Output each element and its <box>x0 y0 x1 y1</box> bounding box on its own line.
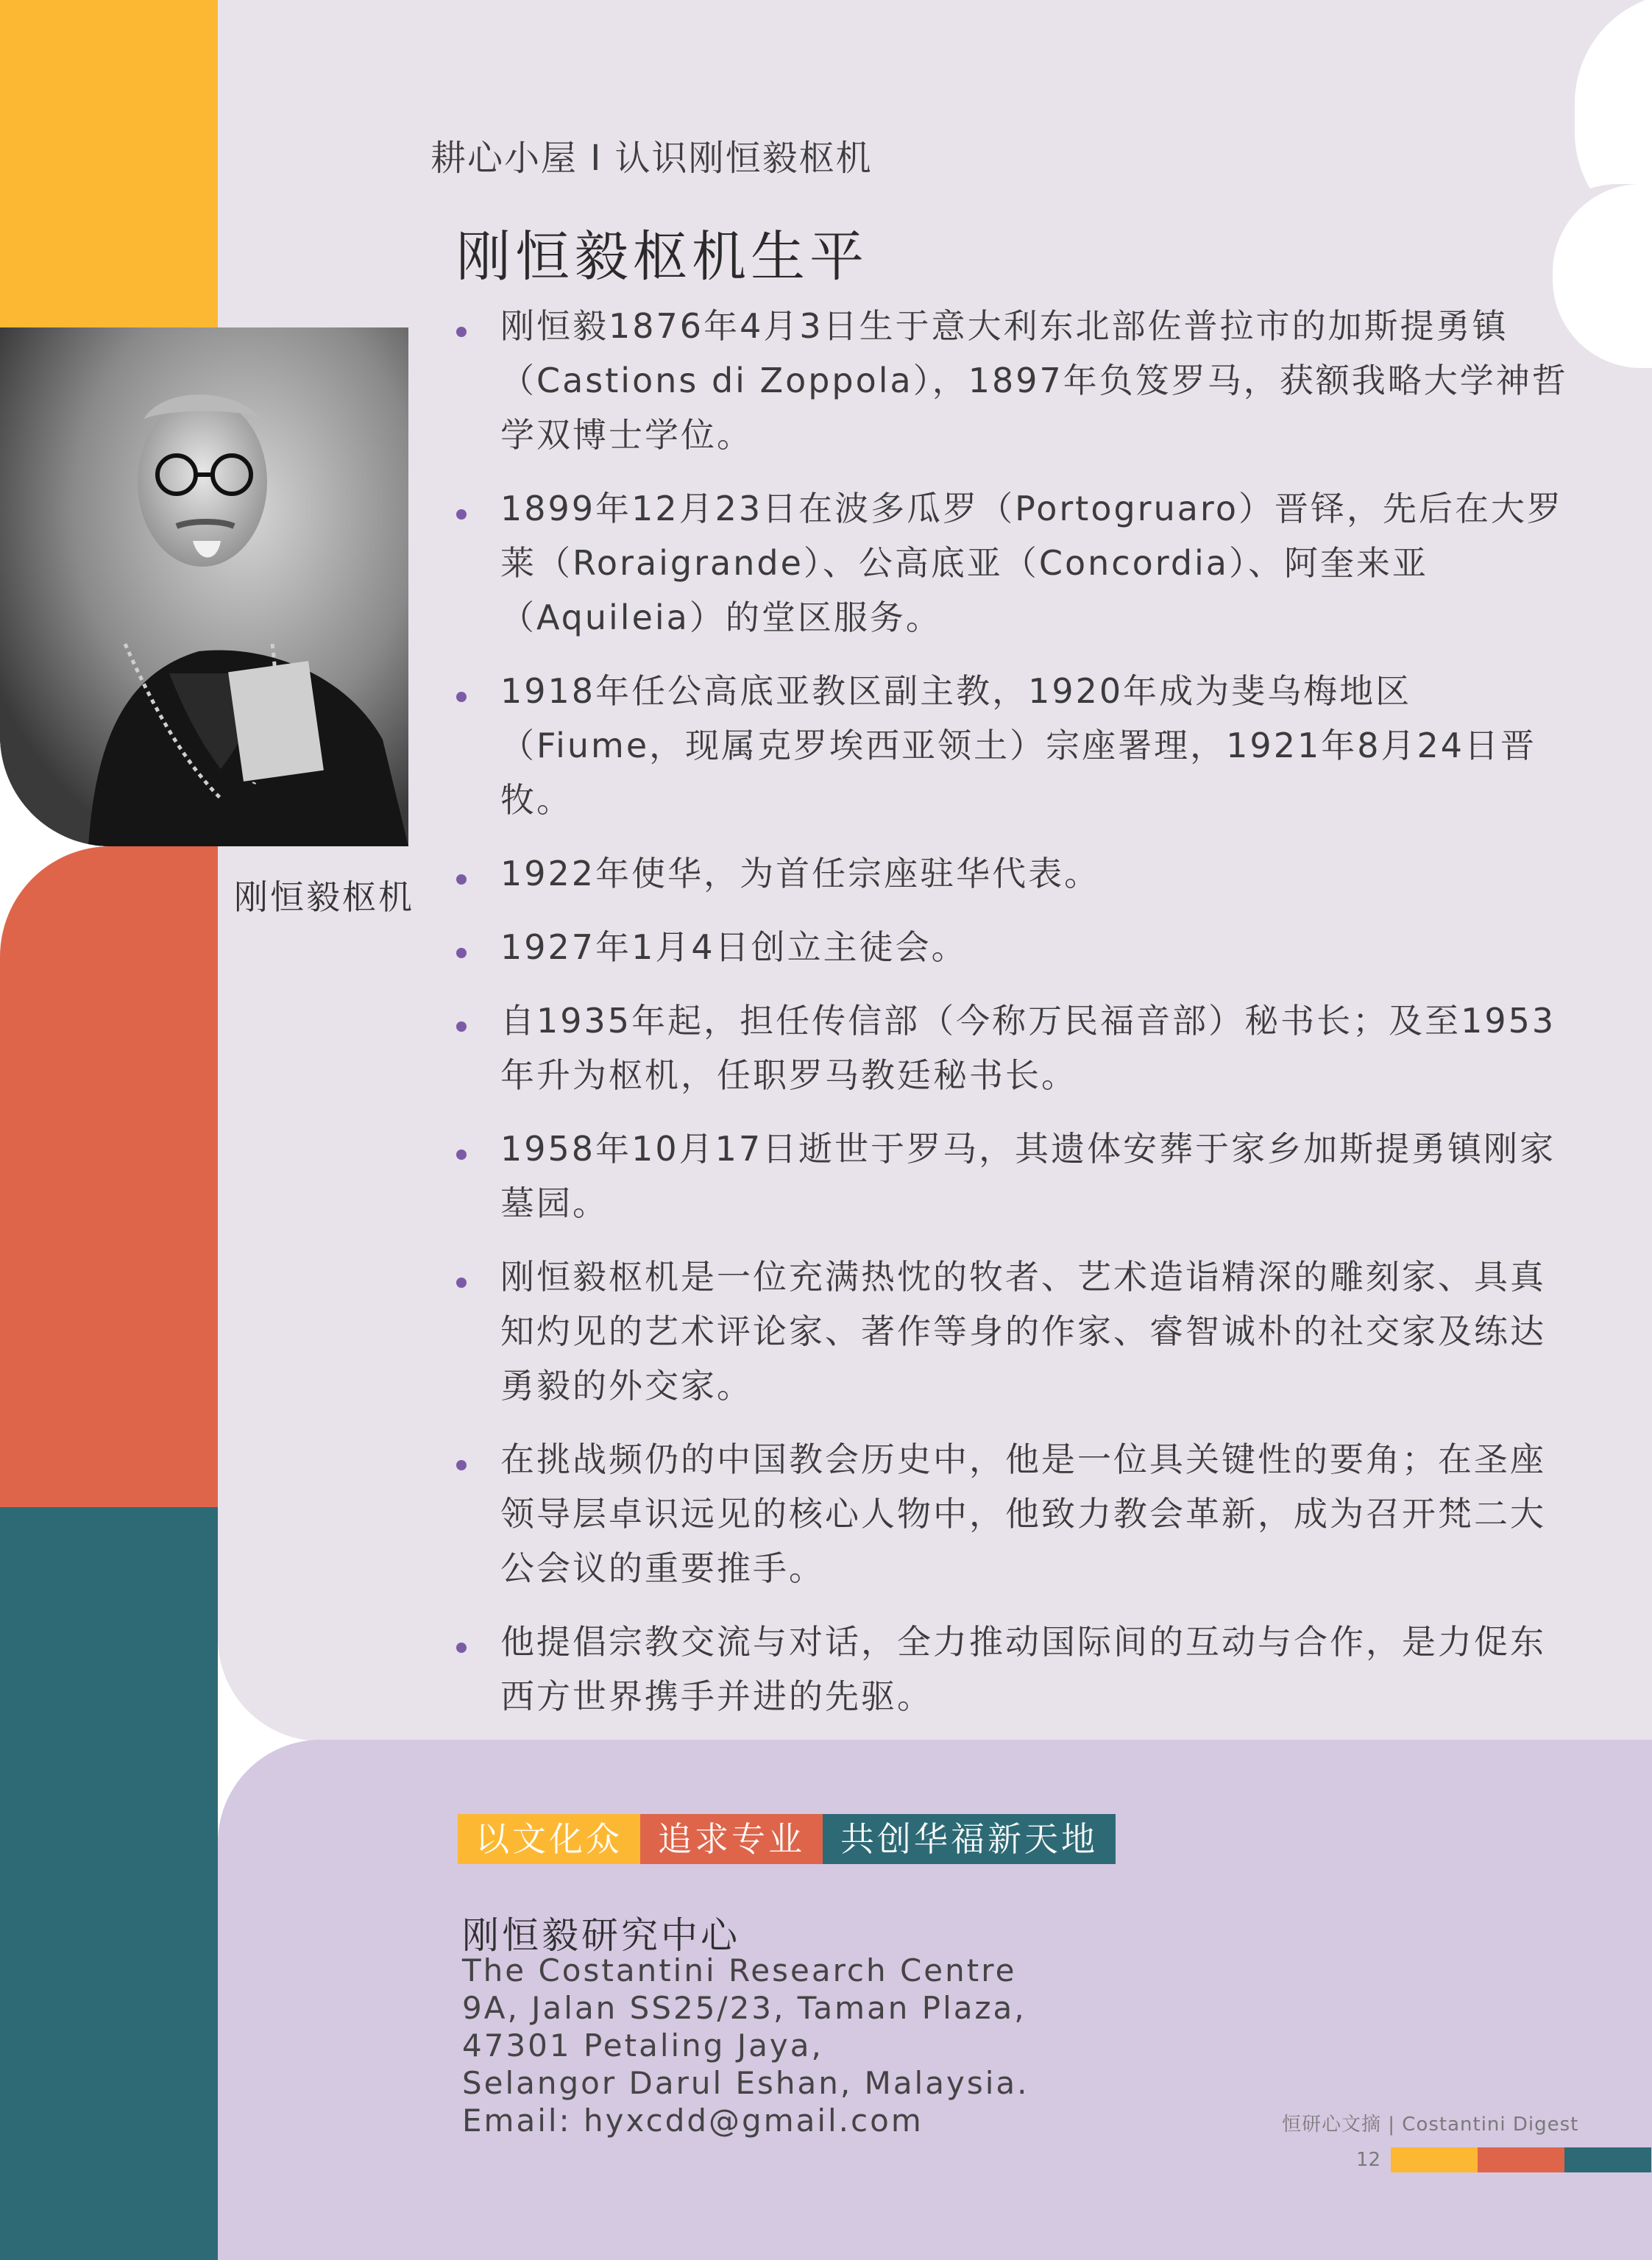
color-bar-teal <box>1564 2147 1651 2172</box>
publication-title: 恒研心文摘 | Costantini Digest <box>1282 2114 1579 2136</box>
list-item: 1958年10月17日逝世于罗马，其遗体安葬于家乡加斯提勇镇刚家墓园。 <box>456 1122 1575 1230</box>
list-item: 1922年使华，为首任宗座驻华代表。 <box>456 846 1575 901</box>
color-bar-yellow <box>1391 2147 1478 2172</box>
list-item: 1899年12月23日在波多瓜罗（Portogruaro）晋铎，先后在大罗莱（Roraigrande）、公高底亚（Concordia）、阿奎来亚（Aquileia）的堂区服务。 <box>456 481 1575 645</box>
photo-caption: 刚恒毅枢机 <box>234 877 414 917</box>
page-title: 刚恒毅枢机生平 <box>456 225 868 288</box>
slogan-segment: 追求专业 <box>640 1814 823 1864</box>
decor-teal-block <box>0 1507 218 2260</box>
list-item: 1927年1月4日创立主徒会。 <box>456 920 1575 974</box>
address-line: Selangor Darul Eshan, Malaysia. <box>462 2065 1029 2101</box>
email-text: Email: hyxcdd@gmail.com <box>462 2103 924 2139</box>
decor-orange-block <box>0 846 218 1509</box>
org-name-cn: 刚恒毅研究中心 <box>462 1914 740 1957</box>
list-item: 他提倡宗教交流与对话，全力推动国际间的互动与合作，是力促东西方世界携手并进的先驱。 <box>456 1615 1575 1724</box>
decor-yellow-block <box>0 0 218 327</box>
list-item: 1918年任公高底亚教区副主教，1920年成为斐乌梅地区（Fiume，现属克罗埃西亚领土）宗座署理，1921年8月24日晋牧。 <box>456 664 1575 827</box>
address-line: 47301 Petaling Jaya, <box>462 2027 823 2064</box>
portrait-illustration <box>0 327 408 846</box>
address-line: 9A, Jalan SS25/23, Taman Plaza, <box>462 1990 1027 2026</box>
org-name-en: The Costantini Research Centre <box>462 1952 1017 1988</box>
slogan-segment: 以文化众 <box>458 1814 640 1864</box>
list-item: 自1935年起，担任传信部（今称万民福音部）秘书长；及至1953年升为枢机，任职罗马教廷秘书长。 <box>456 993 1575 1102</box>
footer-color-bar <box>1391 2147 1651 2172</box>
slogan-banner <box>458 1814 1116 1864</box>
page-number: 12 <box>1356 2149 1381 2171</box>
portrait-photo <box>0 327 408 846</box>
list-item: 在挑战频仍的中国教会历史中，他是一位具关键性的要角；在圣座领导层卓识远见的核心人物中，他致力教会革新，成为召开梵二大公会议的重要推手。 <box>456 1432 1575 1595</box>
breadcrumb: 耕心小屋 I 认识刚恒毅枢机 <box>430 138 873 179</box>
list-item: 刚恒毅枢机是一位充满热忱的牧者、艺术造诣精深的雕刻家、具真知灼见的艺术评论家、著作等身的作家、睿智诚朴的社交家及练达勇毅的外交家。 <box>456 1250 1575 1413</box>
slogan-segment: 共创华福新天地 <box>823 1814 1116 1864</box>
list-item: 刚恒毅1876年4月3日生于意大利东北部佐普拉市的加斯提勇镇（Castions di Zoppola），1897年负笈罗马，获额我略大学神哲学双博士学位。 <box>456 299 1575 462</box>
org-contact <box>462 1952 1029 2139</box>
color-bar-orange <box>1478 2147 1564 2172</box>
biography-list <box>456 299 1575 1743</box>
